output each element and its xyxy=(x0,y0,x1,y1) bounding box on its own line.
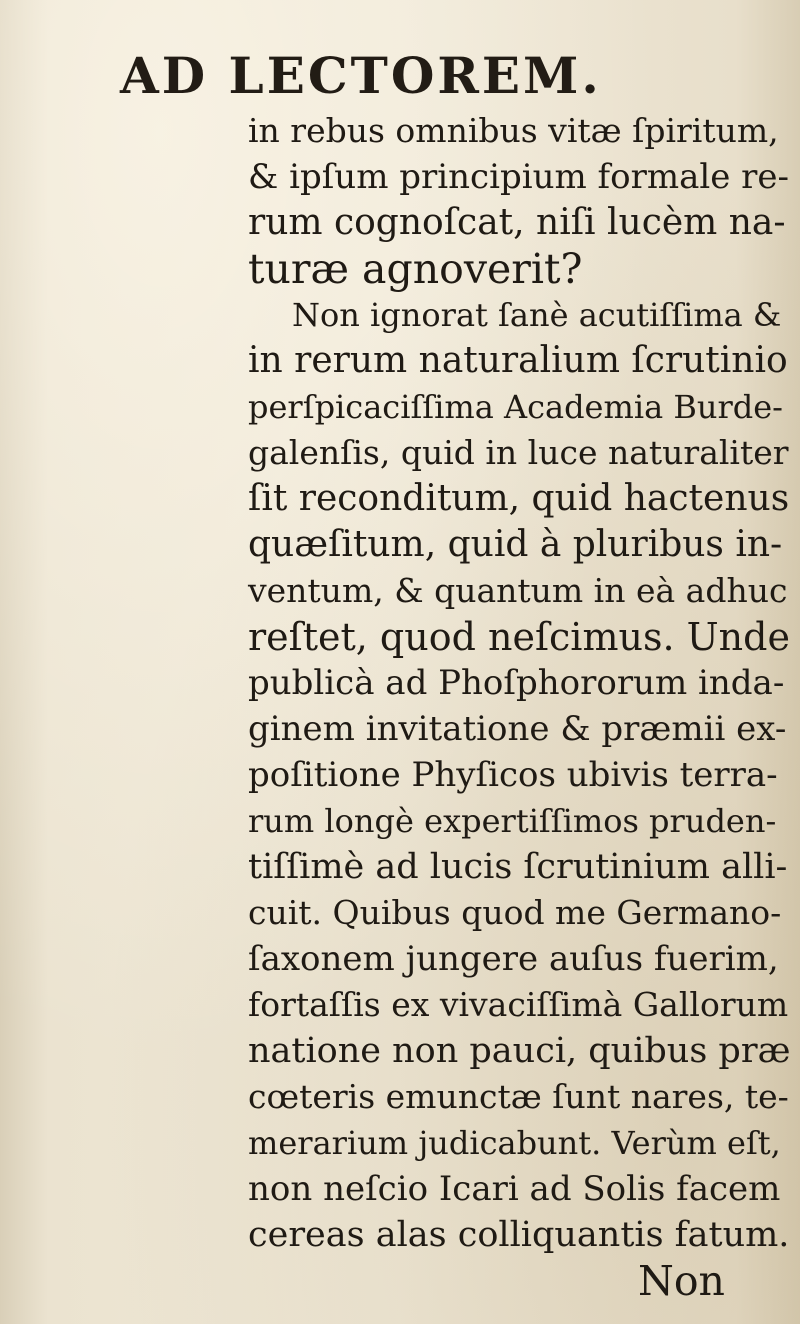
text-line: fortaſſis ex vivaciſſimà Gallorum xyxy=(248,985,789,1024)
text-line: turæ agnoverit? xyxy=(248,245,583,293)
running-title: AD LECTOREM. xyxy=(120,46,602,105)
text-line: rum longè expertiſſimos pruden- xyxy=(248,802,777,840)
text-line: natione non pauci, quibus præ xyxy=(248,1031,791,1071)
text-line: ſit reconditum, quid hactenus xyxy=(248,478,790,519)
text-line: ſaxonem jungere auſus fuerim, xyxy=(248,939,779,979)
text-line: cœteris emunctæ ſunt nares, te- xyxy=(248,1077,789,1116)
text-line: in rerum naturalium ſcrutinio xyxy=(248,340,788,381)
text-line: quæſitum, quid à pluribus in- xyxy=(248,524,783,565)
text-line: non neſcio Icari ad Solis facem xyxy=(248,1169,781,1209)
text-line: reſtet, quod neſcimus. Unde xyxy=(248,615,790,659)
text-line: perſpicaciſſima Academia Burde- xyxy=(248,388,783,426)
text-line: ventum, & quantum in eà adhuc xyxy=(248,571,788,610)
text-line: merarium judicabunt. Verùm eſt, xyxy=(248,1124,781,1162)
text-line: in rebus omnibus vitæ ſpiritum, xyxy=(248,111,779,150)
text-line: ginem invitatione & præmii ex- xyxy=(248,709,787,749)
text-line: publicà ad Phoſphororum inda- xyxy=(248,663,785,703)
text-line: & ipſum principium formale re- xyxy=(248,157,790,197)
text-line: galenſis, quid in luce naturaliter xyxy=(248,433,789,472)
text-line: Non ignorat ſanè acutiſſima & xyxy=(292,296,782,334)
text-line: tiſſimè ad lucis ſcrutinium alli- xyxy=(248,847,788,887)
catchword: Non xyxy=(638,1257,725,1305)
text-line: rum cognoſcat, niſi lucèm na- xyxy=(248,202,786,243)
text-line: cereas alas colliquantis fatum. xyxy=(248,1215,790,1255)
text-line: poſitione Phyſicos ubivis terra- xyxy=(248,755,778,795)
text-line: cuit. Quibus quod me Germano- xyxy=(248,893,782,932)
